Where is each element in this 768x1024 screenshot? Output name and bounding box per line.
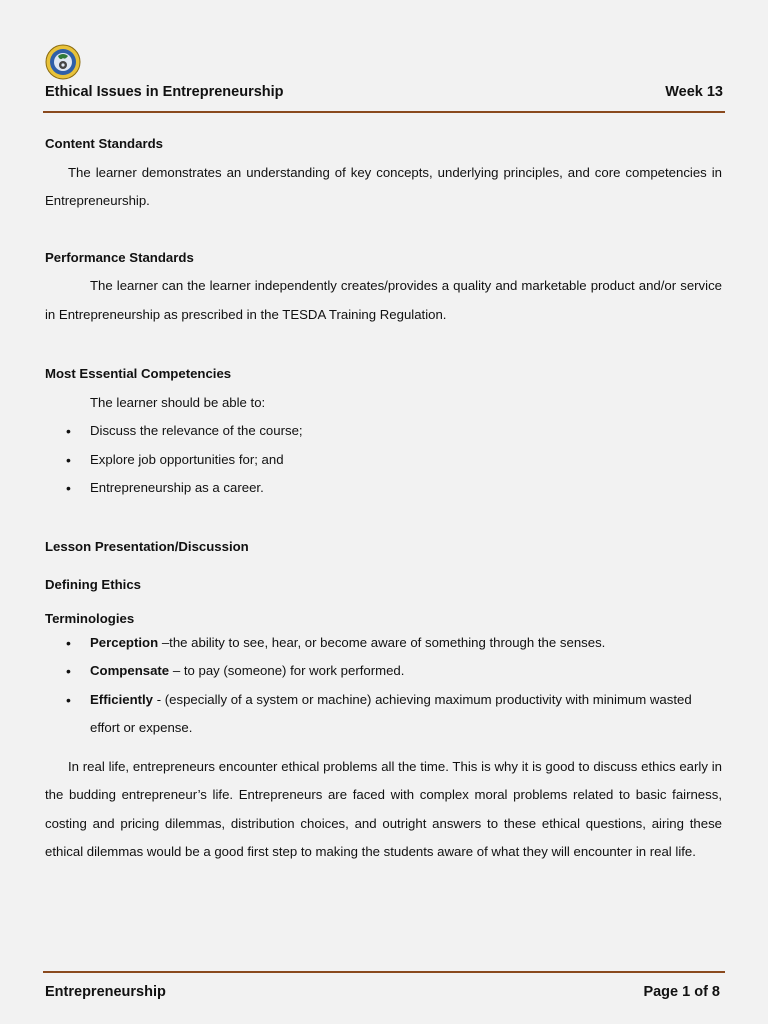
page-footer — [45, 982, 720, 1002]
content-standards-text: The learner demonstrates an understanding of key concepts, underlying principles, and core competencies in Entrepreneurship. — [45, 164, 722, 208]
footer-subject: Entrepreneurship — [45, 984, 166, 1000]
term-definition: –the ability to see, hear, or become aware of something through the senses. — [158, 634, 606, 650]
list-item: • Discuss the relevance of the course; — [45, 417, 722, 446]
defining-ethics-heading: Defining Ethics — [45, 577, 141, 592]
page-header — [45, 82, 723, 102]
term-label: Perception — [90, 634, 159, 650]
page-number: Page 1 of 8 — [643, 984, 720, 1000]
list-item — [45, 657, 722, 686]
term-definition: - (especially of a system or machine) achieving maximum productivity with minimum wasted effort or expense. — [90, 691, 692, 735]
term-label: Compensate — [90, 663, 170, 678]
performance-standards-heading: Performance Standards — [45, 249, 194, 265]
performance-standards-text: The learner can the learner independently creates/provides a quality and marketable product and/or service in Entrepreneurship as prescribed in the TESDA Training Regulation. — [45, 278, 722, 322]
list-item — [45, 629, 722, 658]
header-divider — [43, 111, 725, 113]
week-label: Week 13 — [665, 84, 723, 100]
term-label: Efficiently — [90, 691, 154, 707]
content-standards-heading: Content Standards — [45, 136, 163, 151]
list-item — [45, 686, 722, 743]
list-item: • Entrepreneurship as a career. — [45, 474, 722, 503]
terminologies-heading: Terminologies — [45, 610, 135, 626]
list-item: • Explore job opportunities for; and — [45, 446, 722, 475]
document-body — [45, 130, 722, 867]
competencies-intro: The learner should be able to: — [90, 394, 266, 410]
term-definition: – to pay (someone) for work performed. — [169, 663, 405, 678]
ethics-paragraph: In real life, entrepreneurs encounter ethical problems all the time. This is why it is good to discuss ethics early in the budding entrepreneur’s life. Entrepreneurs are faced with complex moral problems related to basic fairness, costing and pricing dilemmas, distribution choices, and outright answers to these ethical questions, airing these ethical dilemmas would be a good first step to making the students aware of what they will encounter in real life. — [45, 758, 722, 859]
document-title: Ethical Issues in Entrepreneurship — [45, 84, 284, 100]
school-logo — [45, 44, 81, 80]
competencies-heading: Most Essential Competencies — [45, 366, 232, 381]
terminologies-list — [45, 629, 722, 743]
footer-divider — [43, 971, 725, 973]
competencies-list — [45, 417, 722, 503]
lesson-heading: Lesson Presentation/Discussion — [45, 538, 249, 554]
